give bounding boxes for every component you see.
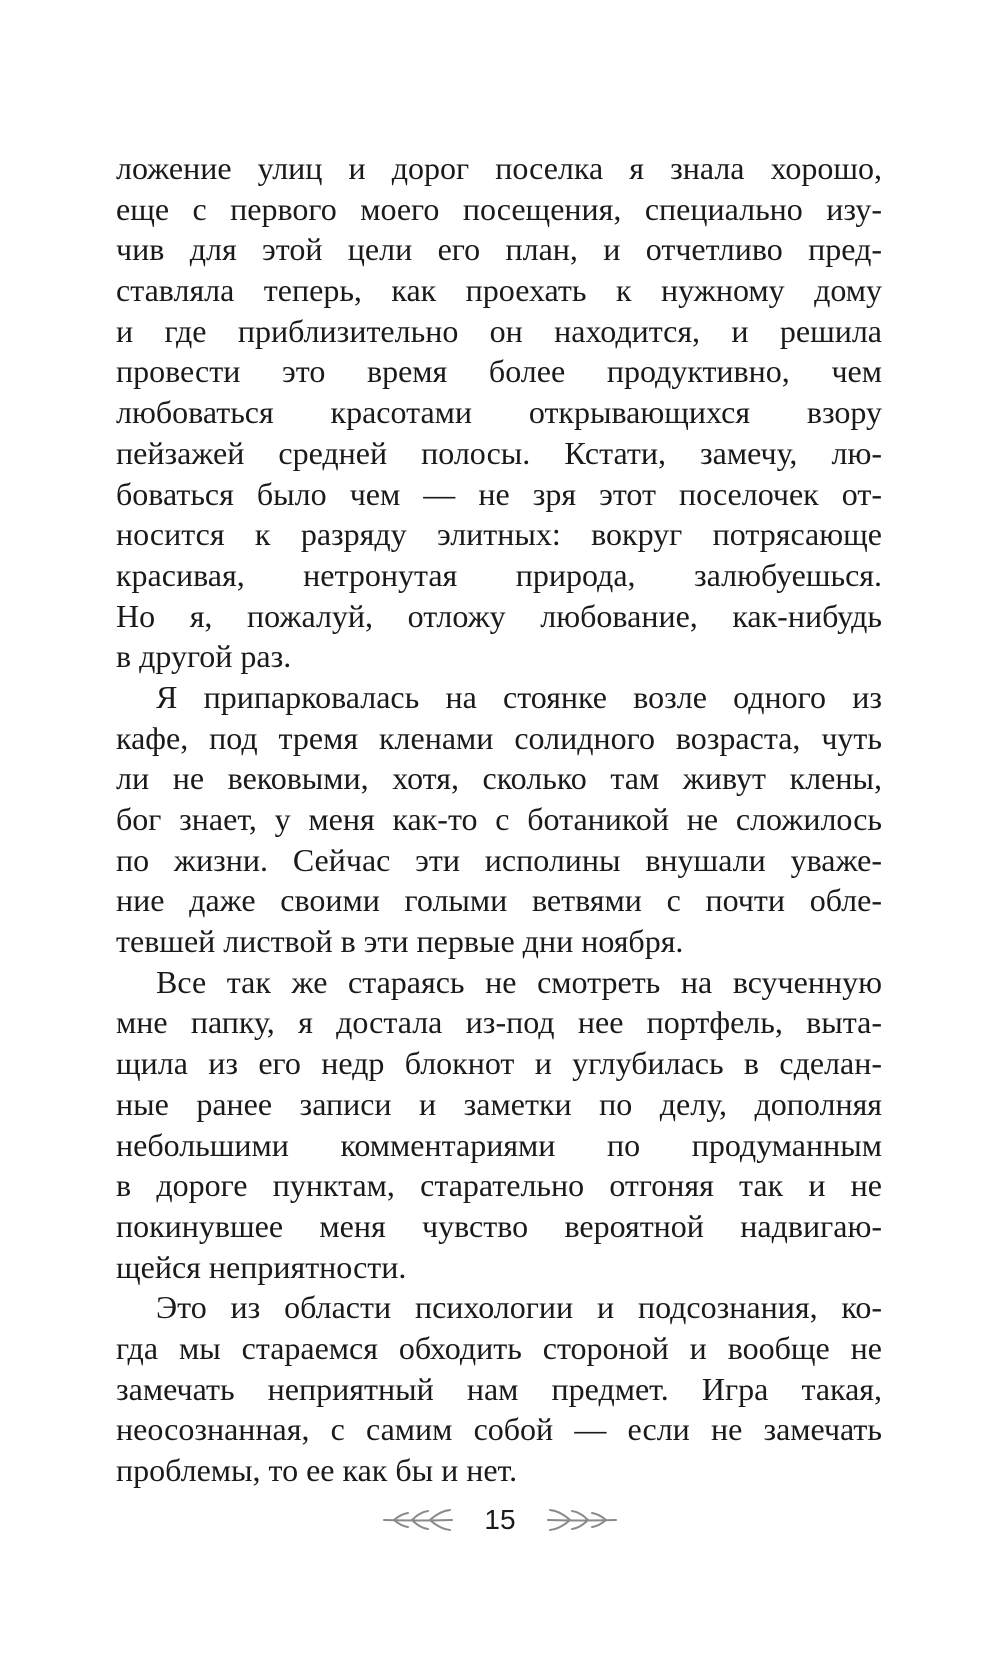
paragraph: [116, 148, 882, 677]
text-line: и где приблизительно он находится, и решила: [116, 312, 882, 349]
text-line: провести это время более продуктивно, чем: [116, 353, 882, 390]
leaf-sprig-right-icon: [544, 1505, 620, 1535]
text-line: ные ранее записи и заметки по делу, дополняя: [116, 1085, 882, 1122]
paragraph: [116, 677, 882, 962]
text-line: бог знает, у меня как-то с ботаникой не сложилось: [116, 801, 882, 837]
body-text: [116, 148, 882, 1491]
text-line: еще с первого моего посещения, специально изу-: [116, 190, 882, 227]
paragraph: [116, 962, 882, 1288]
text-line: ние даже своими голыми ветвями с почти обле-: [116, 882, 882, 919]
text-line: ложение улиц и дорог поселка я знала хорошо,: [116, 150, 882, 186]
text-line: чив для этой цели его план, и отчетливо пред-: [116, 231, 882, 268]
text-line: ли не вековыми, хотя, сколько там живут клены,: [116, 760, 882, 797]
page-footer: [0, 1498, 1000, 1542]
text-line: небольшими комментариями по продуманным: [116, 1126, 882, 1163]
text-line: Но я, пожалуй, отложу любование, как-нибудь: [116, 597, 882, 634]
paragraph: [116, 1287, 882, 1490]
text-line: проблемы, то ее как бы и нет.: [116, 1452, 518, 1488]
text-line: в дороге пунктам, старательно отгоняя так и не: [116, 1167, 882, 1204]
text-line: покинувшее меня чувство вероятной надвигаю-: [116, 1207, 882, 1244]
text-line: тевшей листвой в эти первые дни ноября.: [116, 923, 684, 960]
text-line: гда мы стараемся обходить стороной и вообще не: [116, 1329, 882, 1366]
text-line: мне папку, я достала из-под нее портфель, выта-: [116, 1004, 882, 1041]
text-line: щейся неприятности.: [116, 1248, 407, 1285]
text-line: неосознанная, с самим собой — если не замечать: [116, 1411, 882, 1448]
text-line: ставляла теперь, как проехать к нужному дому: [116, 272, 882, 309]
text-line: боваться было чем — не зря этот поселочек от-: [116, 475, 882, 512]
text-line: в другой раз.: [116, 638, 292, 675]
text-line: Я припарковалась на стоянке возле одного из: [156, 678, 882, 715]
text-line: пейзажей средней полосы. Кстати, замечу, лю-: [116, 434, 882, 471]
text-line: любоваться красотами открывающихся взору: [116, 394, 882, 431]
text-line: кафе, под тремя кленами солидного возраста, чуть: [116, 719, 882, 756]
text-line: замечать неприятный нам предмет. Игра такая,: [116, 1370, 882, 1407]
text-line: по жизни. Сейчас эти исполины внушали уваже-: [116, 841, 882, 878]
text-line: носится к разряду элитных: вокруг потрясающе: [116, 516, 882, 553]
text-line: Это из области психологии и подсознания, ко-: [156, 1289, 882, 1326]
leaf-sprig-left-icon: [380, 1505, 456, 1535]
text-line: красивая, нетронутая природа, залюбуешься.: [116, 556, 882, 593]
page-number: 15: [484, 1504, 516, 1535]
text-line: Все так же стараясь не смотреть на всученную: [156, 963, 882, 1000]
text-line: щила из его недр блокнот и углубилась в сделан-: [116, 1045, 882, 1082]
